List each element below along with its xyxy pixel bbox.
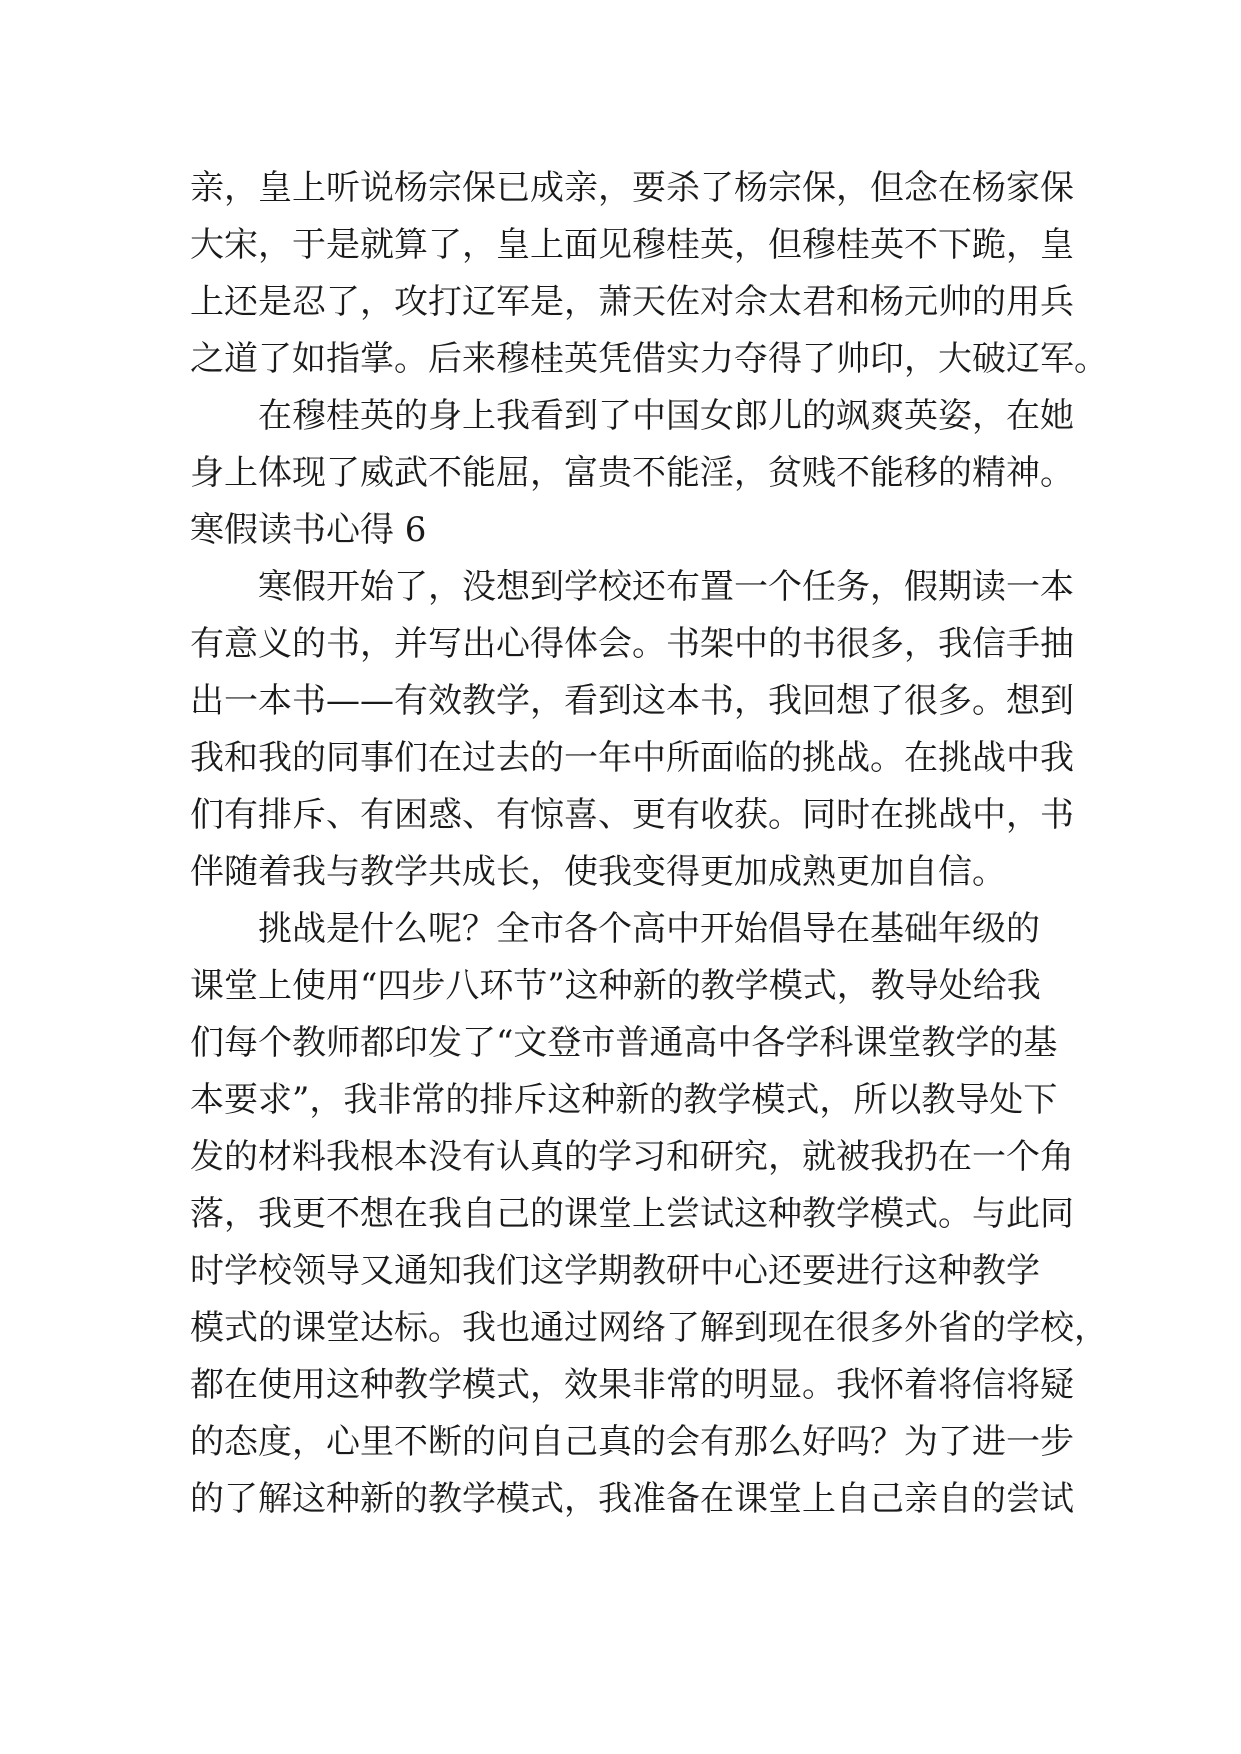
text-line: 寒假开始了，没想到学校还布置一个任务，假期读一本 [190, 567, 1074, 607]
text-line: 有意义的书，并写出心得体会。书架中的书很多，我信手抽 [190, 624, 1074, 664]
text-line: 课堂上使用“四步八环节”这种新的教学模式，教导处给我 [190, 966, 1041, 1006]
text-line: 之道了如指掌。后来穆桂英凭借实力夺得了帅印，大破辽军。 [190, 339, 1108, 379]
section-heading: 寒假读书心得 6 [190, 510, 427, 550]
text-line: 时学校领导又通知我们这学期教研中心还要进行这种教学 [190, 1251, 1040, 1291]
text-line: 出一本书——有效教学，看到这本书，我回想了很多。想到 [190, 681, 1074, 721]
text-line: 亲，皇上听说杨宗保已成亲，要杀了杨宗保，但念在杨家保 [190, 168, 1074, 208]
text-line: 落，我更不想在我自己的课堂上尝试这种教学模式。与此同 [190, 1194, 1074, 1234]
text-line: 发的材料我根本没有认真的学习和研究，就被我扔在一个角 [190, 1137, 1074, 1177]
text-line: 伴随着我与教学共成长，使我变得更加成熟更加自信。 [190, 852, 1006, 892]
text-line: 们每个教师都印发了“文登市普通高中各学科课堂教学的基 [190, 1023, 1058, 1063]
text-line: 我和我的同事们在过去的一年中所面临的挑战。在挑战中我 [190, 738, 1074, 778]
text-line: 本要求”，我非常的排斥这种新的教学模式，所以教导处下 [190, 1080, 1058, 1120]
text-line: 在穆桂英的身上我看到了中国女郎儿的飒爽英姿，在她 [190, 396, 1074, 436]
text-line: 们有排斥、有困惑、有惊喜、更有收获。同时在挑战中，书 [190, 795, 1074, 835]
text-line: 都在使用这种教学模式，效果非常的明显。我怀着将信将疑 [190, 1365, 1074, 1405]
text-line: 大宋，于是就算了，皇上面见穆桂英，但穆桂英不下跪，皇 [190, 225, 1074, 265]
text-line: 的了解这种新的教学模式，我准备在课堂上自己亲自的尝试 [190, 1479, 1074, 1519]
text-line: 挑战是什么呢？全市各个高中开始倡导在基础年级的 [190, 909, 1040, 949]
body-text [190, 160, 1108, 1528]
text-line: 的态度，心里不断的问自己真的会有那么好吗？为了进一步 [190, 1422, 1074, 1462]
text-line: 上还是忍了，攻打辽军是，萧天佐对佘太君和杨元帅的用兵 [190, 282, 1074, 322]
text-line: 模式的课堂达标。我也通过网络了解到现在很多外省的学校， [190, 1308, 1108, 1348]
text-line: 身上体现了威武不能屈，富贵不能淫，贫贱不能移的精神。 [190, 453, 1074, 493]
